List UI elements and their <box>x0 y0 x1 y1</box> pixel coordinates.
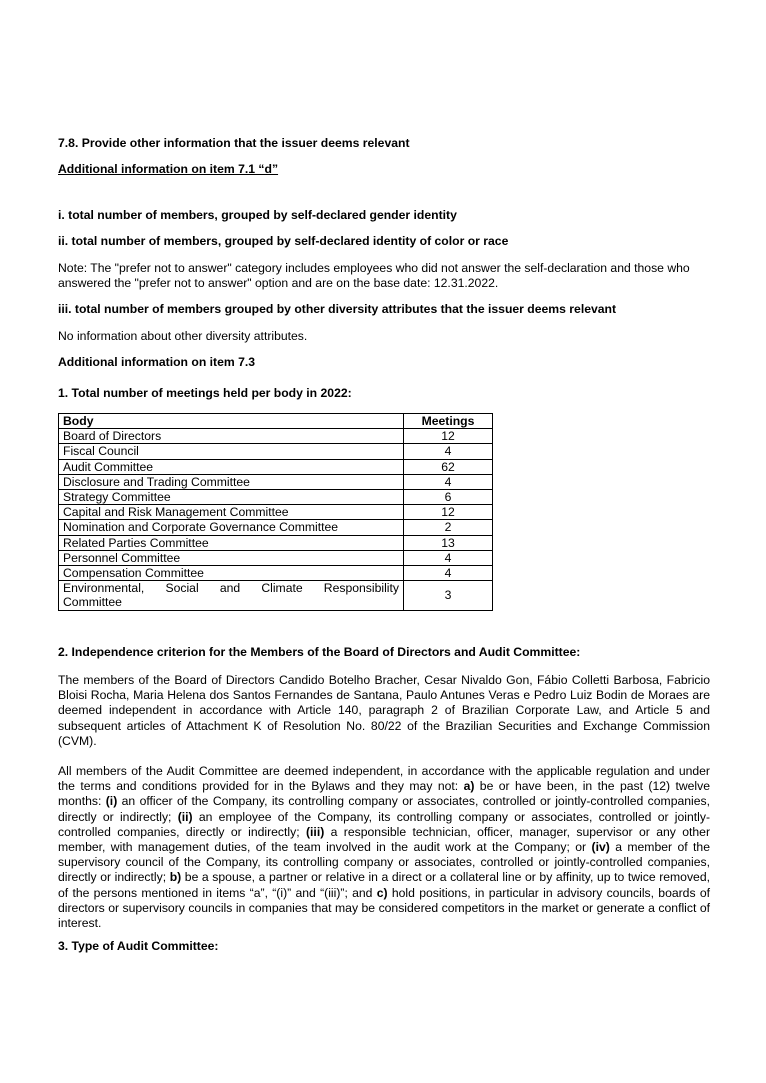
body-cell: Personnel Committee <box>59 550 404 565</box>
independence-heading: 2. Independence criterion for the Members of the Board of Directors and Audit Committee: <box>58 645 581 659</box>
para2-marker: (i) <box>105 794 118 809</box>
table-row <box>59 459 493 474</box>
column-header-body: Body <box>59 414 404 429</box>
meetings-cell: 6 <box>404 490 493 505</box>
body-cell: Audit Committee <box>59 459 404 474</box>
para2-marker: (iii) <box>305 824 325 839</box>
column-header-meetings: Meetings <box>404 414 493 429</box>
meetings-cell: 12 <box>404 505 493 520</box>
para2-marker: (ii) <box>177 809 193 824</box>
body-cell: Nomination and Corporate Governance Committee <box>59 520 404 535</box>
item-iii-heading: iii. total number of members grouped by other diversity attributes that the issuer deems relevant <box>58 302 617 316</box>
para2-marker: (iv) <box>591 840 610 855</box>
meetings-cell: 13 <box>404 535 493 550</box>
meetings-cell: 2 <box>404 520 493 535</box>
table-header-row <box>59 414 493 429</box>
table-row <box>59 474 493 489</box>
body-cell: Related Parties Committee <box>59 535 404 550</box>
body-cell-line2: Committee <box>63 595 122 610</box>
para2-text: hold positions, in particular in advisory councils, boards of directors or supervisory councils in companies that may be considered competitors in the market or generate a conflict of interest. <box>58 885 711 931</box>
table-row <box>59 550 493 565</box>
meetings-cell: 62 <box>404 459 493 474</box>
audit-type-heading: 3. Type of Audit Committee: <box>58 939 219 953</box>
body-cell: Disclosure and Trading Committee <box>59 474 404 489</box>
table-row <box>59 429 493 444</box>
body-cell <box>59 581 404 610</box>
body-cell: Strategy Committee <box>59 490 404 505</box>
section-heading: 7.8. Provide other information that the issuer deems relevant <box>58 136 410 150</box>
para2-marker: b) <box>169 870 182 885</box>
body-cell: Fiscal Council <box>59 444 404 459</box>
note-paragraph: Note: The "prefer not to answer" category includes employees who did not answer the self-declaration and those who answered the "prefer not to answer" option and are on the base date: 12.31.2022. <box>58 261 690 291</box>
meetings-cell: 4 <box>404 474 493 489</box>
para2-text: All members of the Audit Committee are deemed independent, in accordance with the applicable regulation and under the terms and conditions provided for in the Bylaws and they may not: <box>58 764 710 794</box>
para2-text: be or have been, in the past (12) twelve months: <box>58 779 711 809</box>
table-row <box>59 535 493 550</box>
independence-paragraph-1: The members of the Board of Directors Candido Botelho Bracher, Cesar Nivaldo Gon, Fábio Colletti Barbosa, Fabricio Bloisi Rocha, Maria Helena dos Santos Fernandes de Santana, Paulo Antunes Veras e Pedro Luiz Bodin de Moraes are deemed independent in accordance with Article 140, paragraph 2 of Brazilian Corporate Law, and Article 5 and subsequent articles of Attachment K of Resolution No. 80/22 of the Brazilian Securities and Exchange Commission (CVM). <box>58 673 710 748</box>
para2-marker: c) <box>376 885 388 900</box>
meetings-cell: 3 <box>404 581 493 610</box>
para2-text: an officer of the Company, its controlling company or associates, controlled or jointly-controlled companies, directly or indirectly; <box>58 794 710 824</box>
table-row <box>59 505 493 520</box>
para2-marker: a) <box>463 779 475 794</box>
meetings-table <box>58 413 493 611</box>
body-cell-line1: Environmental, Social and Climate Responsibility <box>63 581 399 596</box>
table-row <box>59 490 493 505</box>
item73-heading: Additional information on item 7.3 <box>58 355 256 369</box>
table-row <box>59 444 493 459</box>
meetings-heading: 1. Total number of meetings held per body in 2022: <box>58 386 352 400</box>
body-cell: Capital and Risk Management Committee <box>59 505 404 520</box>
table-row <box>59 566 493 581</box>
item-i-heading: i. total number of members, grouped by self-declared gender identity <box>58 208 457 222</box>
item-ii-heading: ii. total number of members, grouped by self-declared identity of color or race <box>58 234 509 248</box>
meetings-cell: 12 <box>404 429 493 444</box>
para2-text: a member of the supervisory council of the Company, its controlling company or associates, controlled or jointly-controlled companies, directly or indirectly; <box>58 840 710 885</box>
table-row <box>59 581 493 610</box>
meetings-cell: 4 <box>404 444 493 459</box>
body-cell: Board of Directors <box>59 429 404 444</box>
meetings-cell: 4 <box>404 550 493 565</box>
para2-text: be a spouse, a partner or relative in a direct or a collateral line or by affinity, up to twice removed, of the persons mentioned in items “a”, “(i)” and “(iii)”; and <box>58 870 710 900</box>
para2-text: an employee of the Company, its controlling company or associates, controlled or jointly-controlled companies, directly or indirectly; <box>58 809 711 839</box>
table-row <box>59 520 493 535</box>
meetings-cell: 4 <box>404 566 493 581</box>
body-cell: Compensation Committee <box>59 566 404 581</box>
item-iii-text: No information about other diversity attributes. <box>58 329 308 343</box>
section-subheading: Additional information on item 7.1 “d” <box>58 162 279 176</box>
para2-text: a responsible technician, officer, manager, supervisor or any other member, with management duties, of the team involved in the audit work at the Company; or <box>58 824 711 855</box>
independence-paragraph-2 <box>58 764 710 931</box>
